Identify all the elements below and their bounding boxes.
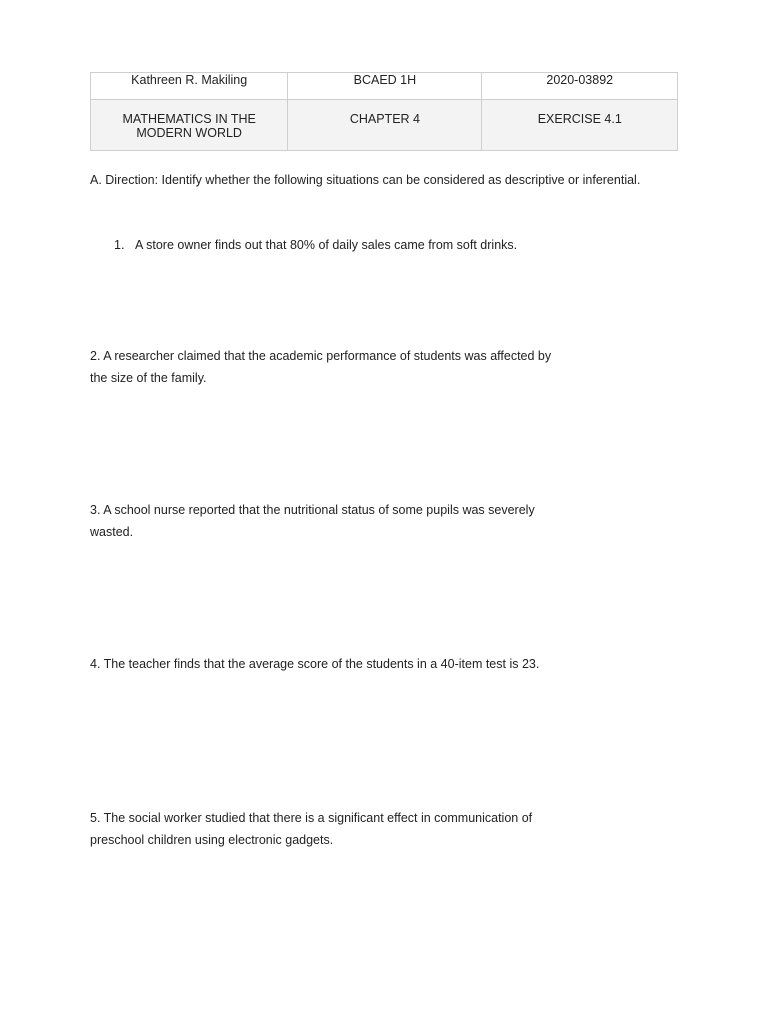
question-1 [114,212,654,256]
student-id-cell: 2020-03892 [482,73,678,100]
header-row-1 [91,73,678,100]
header-table [90,72,678,151]
question-4: 4. The teacher finds that the average score of the students in a 40-item test is 23. [90,657,540,671]
question-1-number: 1. [114,238,125,252]
exercise-cell: EXERCISE 4.1 [482,100,678,151]
section-cell: BCAED 1H [288,73,482,100]
question-2: 2. A researcher claimed that the academic performance of students was affected by the size of the family. [90,349,552,385]
student-name-cell: Kathreen R. Makiling [91,73,288,100]
direction-text: A. Direction: Identify whether the following situations can be considered as descriptive or inferential. [90,173,641,187]
chapter-cell: CHAPTER 4 [288,100,482,151]
question-5: 5. The social worker studied that there is a significant effect in communication of preschool children using electronic gadgets. [90,811,533,847]
course-cell [91,100,288,151]
course-title: MATHEMATICS IN THE MODERN WORLD [122,112,256,140]
question-1-text: A store owner finds out that 80% of daily sales came from soft drinks. [135,238,518,252]
question-3: 3. A school nurse reported that the nutritional status of some pupils was severely wasted. [90,503,535,539]
header-row-2 [91,100,678,151]
